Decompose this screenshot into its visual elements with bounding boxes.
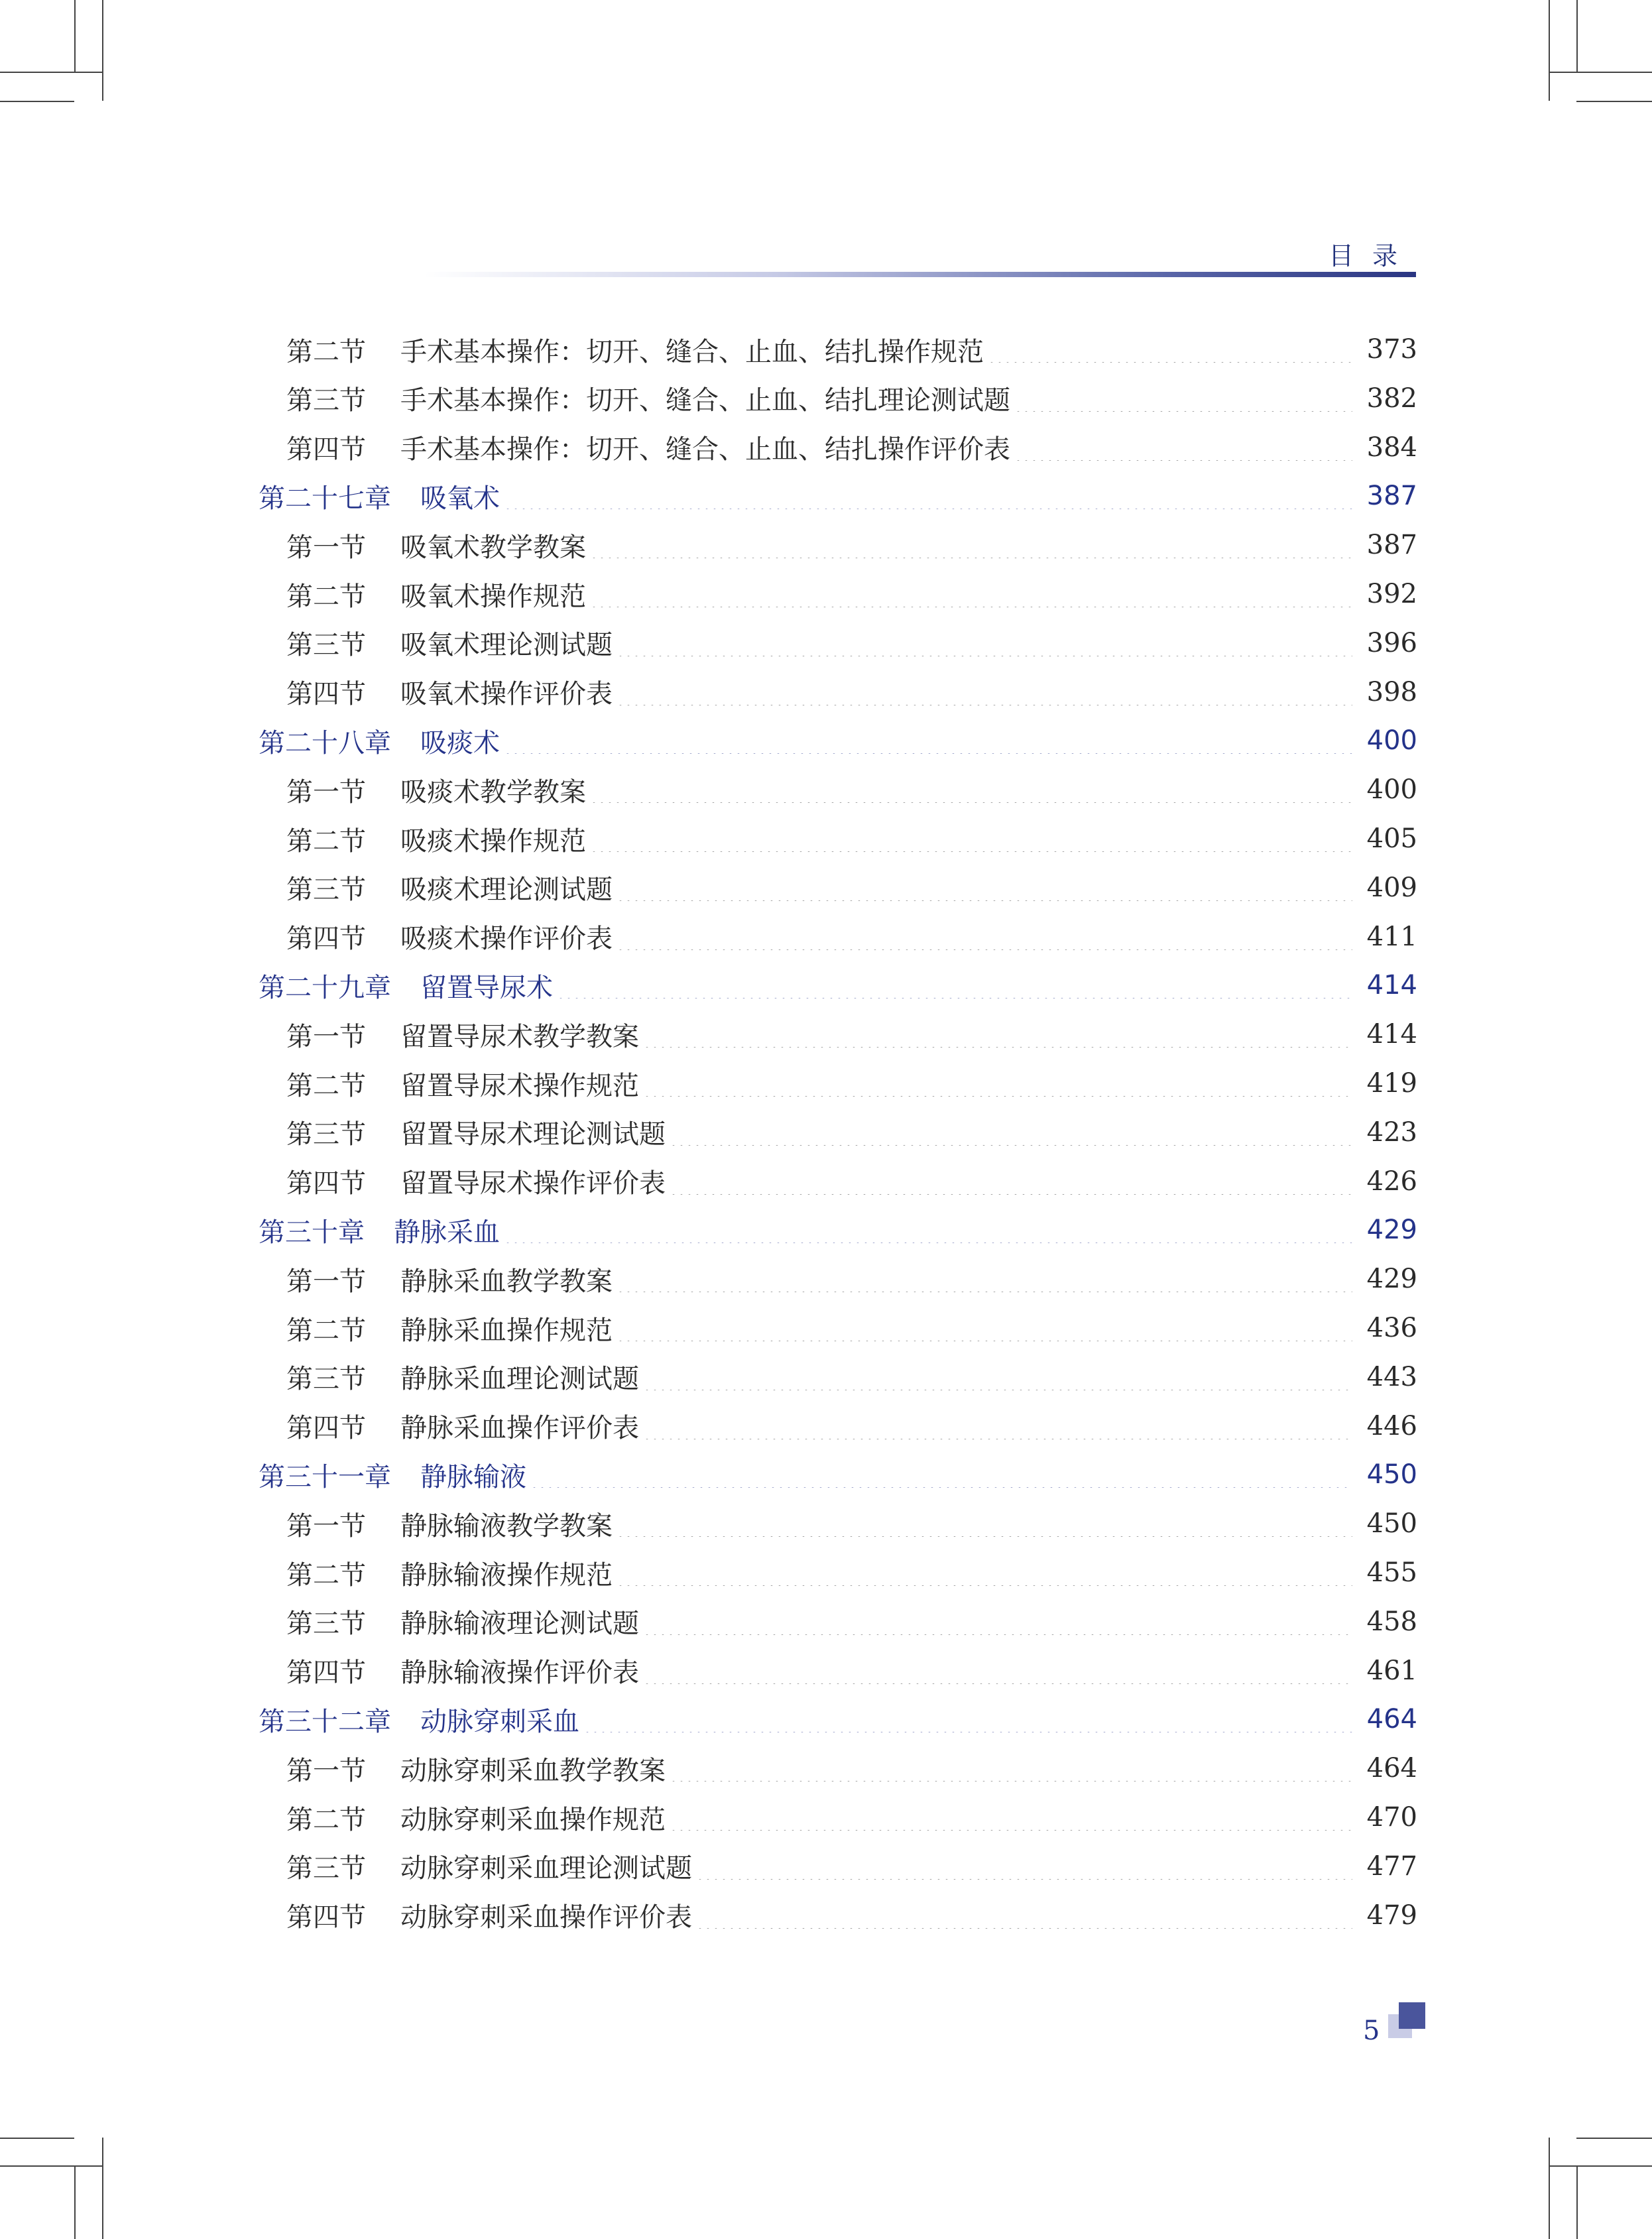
toc-section-row[interactable] xyxy=(286,765,1417,814)
toc-chapter-row[interactable] xyxy=(259,961,1417,1010)
toc-entry-number: 第三十二章 xyxy=(259,1706,391,1737)
toc-entry-title: 留置导尿术操作规范 xyxy=(400,1070,639,1101)
toc-entry-title: 吸痰术 xyxy=(420,727,500,758)
toc-entry-number: 第二节 xyxy=(286,1315,366,1346)
dot-leader xyxy=(696,1902,1352,1929)
dot-leader xyxy=(617,630,1352,656)
toc-section-row[interactable] xyxy=(286,1793,1417,1842)
toc-section-row[interactable] xyxy=(286,1010,1417,1059)
crop-mark xyxy=(1576,0,1578,73)
toc-section-row[interactable] xyxy=(286,1402,1417,1451)
crop-mark xyxy=(0,72,102,73)
dot-leader xyxy=(670,1119,1352,1146)
toc-section-row[interactable] xyxy=(286,1842,1417,1891)
dot-leader xyxy=(643,1021,1352,1048)
dot-leader xyxy=(617,1559,1352,1586)
toc-entry-page: 461 xyxy=(1366,1655,1417,1686)
toc-entry-number: 第二十八章 xyxy=(259,727,391,758)
page-corner-decoration xyxy=(1399,2002,1425,2029)
toc-section-row[interactable] xyxy=(286,1499,1417,1548)
toc-entry-number: 第一节 xyxy=(286,1266,366,1297)
dot-leader xyxy=(583,1706,1352,1732)
toc-section-row[interactable] xyxy=(286,814,1417,863)
toc-entry-page: 414 xyxy=(1366,970,1417,1001)
crop-mark xyxy=(1576,101,1652,102)
toc-entry-page: 470 xyxy=(1366,1802,1417,1833)
toc-entry-title: 吸氧术教学教案 xyxy=(400,532,586,563)
toc-entry-number: 第二节 xyxy=(286,1559,366,1591)
toc-entry-title: 吸痰术理论测试题 xyxy=(400,875,613,906)
toc-section-row[interactable] xyxy=(286,374,1417,423)
toc-entry-number: 第一节 xyxy=(286,1755,366,1786)
toc-entry-number: 第三十章 xyxy=(259,1217,365,1248)
toc-entry-title: 静脉采血操作规范 xyxy=(400,1315,613,1346)
dot-leader xyxy=(557,972,1352,998)
toc-entry-page: 409 xyxy=(1366,872,1417,903)
crop-mark xyxy=(0,101,74,102)
toc-section-row[interactable] xyxy=(286,619,1417,668)
toc-entry-page: 436 xyxy=(1366,1313,1417,1343)
dot-leader xyxy=(590,776,1352,803)
toc-section-row[interactable] xyxy=(286,1108,1417,1157)
toc-entry-number: 第三节 xyxy=(286,875,366,906)
toc-section-row[interactable] xyxy=(286,1646,1417,1695)
crop-mark xyxy=(102,2138,103,2239)
toc-entry-number: 第二十七章 xyxy=(259,483,391,514)
dot-leader xyxy=(504,483,1352,509)
toc-entry-page: 414 xyxy=(1366,1019,1417,1050)
crop-mark xyxy=(1576,2165,1578,2239)
toc-entry-page: 387 xyxy=(1366,481,1417,512)
toc-entry-page: 400 xyxy=(1366,725,1417,756)
toc-entry-page: 450 xyxy=(1366,1508,1417,1540)
toc-entry-page: 392 xyxy=(1366,579,1417,609)
crop-mark xyxy=(102,0,103,101)
dot-leader xyxy=(617,1266,1352,1292)
toc-entry-number: 第四节 xyxy=(286,924,366,955)
toc-entry-title: 静脉采血 xyxy=(394,1217,500,1248)
dot-leader xyxy=(617,1315,1352,1341)
toc-entry-number: 第三节 xyxy=(286,1608,366,1640)
crop-mark xyxy=(74,0,76,73)
toc-entry-number: 第二节 xyxy=(286,1804,366,1835)
toc-entry-number: 第四节 xyxy=(286,679,366,710)
dot-leader xyxy=(617,924,1352,950)
crop-mark xyxy=(1576,2138,1652,2139)
dot-leader xyxy=(530,1461,1352,1488)
toc-entry-page: 400 xyxy=(1366,774,1417,806)
dot-leader xyxy=(670,1755,1352,1782)
dot-leader xyxy=(617,679,1352,705)
dot-leader xyxy=(590,581,1352,607)
toc-entry-page: 426 xyxy=(1366,1166,1417,1197)
toc-entry-number: 第二节 xyxy=(286,581,366,612)
toc-entry-number: 第四节 xyxy=(286,1168,366,1199)
toc-entry-page: 387 xyxy=(1366,530,1417,561)
dot-leader xyxy=(643,1658,1352,1684)
toc-section-row[interactable] xyxy=(286,1254,1417,1303)
running-header: 目录 xyxy=(1328,241,1416,271)
toc-chapter-row[interactable] xyxy=(259,471,1417,520)
toc-entry-number: 第一节 xyxy=(286,1510,366,1542)
toc-entry-title: 留置导尿术 xyxy=(420,972,553,1003)
toc-entry-title: 静脉输液教学教案 xyxy=(400,1510,613,1542)
toc-entry-title: 静脉采血理论测试题 xyxy=(400,1364,639,1395)
toc-entry-number: 第一节 xyxy=(286,776,366,808)
toc-entry-page: 429 xyxy=(1366,1215,1417,1246)
dot-leader xyxy=(504,727,1352,754)
toc-entry-number: 第二十九章 xyxy=(259,972,391,1003)
toc-entry-page: 464 xyxy=(1366,1704,1417,1735)
crop-mark xyxy=(0,2165,102,2167)
toc-entry-number: 第三节 xyxy=(286,385,366,416)
toc-entry-title: 手术基本操作：切开、缝合、止血、结扎操作评价表 xyxy=(400,434,1010,465)
toc-entry-number: 第四节 xyxy=(286,1658,366,1689)
toc-entry-page: 382 xyxy=(1366,383,1417,414)
toc-entry-number: 第三节 xyxy=(286,630,366,661)
toc-entry-title: 吸氧术操作评价表 xyxy=(400,679,613,710)
toc-section-row[interactable] xyxy=(286,1157,1417,1206)
toc-section-row[interactable] xyxy=(286,570,1417,619)
toc-entry-number: 第三节 xyxy=(286,1119,366,1150)
dot-leader xyxy=(504,1217,1352,1243)
toc-section-row[interactable] xyxy=(286,325,1417,374)
dot-leader xyxy=(617,1510,1352,1537)
toc-entry-page: 405 xyxy=(1366,823,1417,854)
toc-entry-title: 动脉穿刺采血教学教案 xyxy=(400,1755,666,1786)
toc-chapter-row[interactable] xyxy=(259,716,1417,765)
toc-section-row[interactable] xyxy=(286,668,1417,717)
toc-entry-title: 吸痰术操作评价表 xyxy=(400,924,613,955)
dot-leader xyxy=(617,875,1352,901)
toc-entry-title: 动脉穿刺采血操作规范 xyxy=(400,1804,666,1835)
toc-entry-page: 411 xyxy=(1366,921,1417,952)
toc-entry-number: 第三节 xyxy=(286,1364,366,1395)
toc-entry-page: 450 xyxy=(1366,1459,1417,1490)
crop-mark xyxy=(0,2138,74,2139)
dot-leader xyxy=(643,1608,1352,1635)
toc-entry-title: 手术基本操作：切开、缝合、止血、结扎操作规范 xyxy=(400,336,984,367)
toc-entry-title: 留置导尿术教学教案 xyxy=(400,1021,639,1052)
toc-entry-page: 477 xyxy=(1366,1850,1417,1882)
toc-entry-number: 第一节 xyxy=(286,1021,366,1052)
toc-entry-page: 398 xyxy=(1366,676,1417,707)
dot-leader xyxy=(1014,434,1352,461)
header-rule xyxy=(424,272,1416,277)
toc-section-row[interactable] xyxy=(286,1353,1417,1402)
toc-entry-title: 留置导尿术理论测试题 xyxy=(400,1119,666,1150)
toc-section-row[interactable] xyxy=(286,1303,1417,1353)
toc-section-row[interactable] xyxy=(286,520,1417,570)
toc-entry-page: 458 xyxy=(1366,1606,1417,1637)
toc-entry-title: 静脉输液操作评价表 xyxy=(400,1658,639,1689)
toc-section-row[interactable] xyxy=(286,1891,1417,1940)
toc-entry-number: 第二节 xyxy=(286,336,366,367)
dot-leader xyxy=(670,1804,1352,1831)
crop-mark xyxy=(1549,2138,1550,2239)
toc-entry-number: 第二节 xyxy=(286,1070,366,1101)
toc-entry-number: 第三节 xyxy=(286,1853,366,1884)
dot-leader xyxy=(696,1853,1352,1880)
toc-entry-page: 429 xyxy=(1366,1264,1417,1295)
toc-entry-title: 动脉穿刺采血操作评价表 xyxy=(400,1902,692,1933)
dot-leader xyxy=(643,1070,1352,1097)
crop-mark xyxy=(74,2165,76,2239)
toc-entry-title: 留置导尿术操作评价表 xyxy=(400,1168,666,1199)
toc-entry-title: 静脉输液理论测试题 xyxy=(400,1608,639,1640)
toc-entry-number: 第二节 xyxy=(286,825,366,857)
toc-entry-title: 动脉穿刺采血理论测试题 xyxy=(400,1853,692,1884)
page-number: 5 xyxy=(1363,2016,1380,2046)
toc-entry-number: 第三十一章 xyxy=(259,1461,391,1492)
toc-entry-number: 第四节 xyxy=(286,1902,366,1933)
toc-entry-page: 479 xyxy=(1366,1900,1417,1931)
toc-entry-page: 443 xyxy=(1366,1361,1417,1392)
crop-mark xyxy=(1549,0,1550,101)
toc-section-row[interactable] xyxy=(286,1744,1417,1793)
dot-leader xyxy=(590,825,1352,852)
toc-entry-title: 吸氧术理论测试题 xyxy=(400,630,613,661)
toc-section-row[interactable] xyxy=(286,1548,1417,1597)
toc-section-row[interactable] xyxy=(286,1597,1417,1646)
toc-entry-title: 静脉输液 xyxy=(420,1461,526,1492)
toc-entry-page: 373 xyxy=(1366,334,1417,365)
toc-entry-page: 384 xyxy=(1366,432,1417,463)
toc-section-row[interactable] xyxy=(286,863,1417,912)
toc-entry-title: 吸氧术 xyxy=(420,483,500,514)
toc-entry-title: 吸氧术操作规范 xyxy=(400,581,586,612)
toc-entry-number: 第一节 xyxy=(286,532,366,563)
toc-entry-title: 静脉采血操作评价表 xyxy=(400,1413,639,1444)
toc-section-row[interactable] xyxy=(286,912,1417,961)
toc-entry-title: 静脉采血教学教案 xyxy=(400,1266,613,1297)
toc-entry-page: 464 xyxy=(1366,1753,1417,1784)
toc-entry-number: 第四节 xyxy=(286,434,366,465)
toc-chapter-row[interactable] xyxy=(259,1450,1417,1499)
toc-section-row[interactable] xyxy=(286,423,1417,472)
dot-leader xyxy=(590,532,1352,558)
toc-entry-page: 455 xyxy=(1366,1557,1417,1588)
dot-leader xyxy=(670,1168,1352,1195)
toc-entry-page: 423 xyxy=(1366,1117,1417,1148)
toc-entry-title: 动脉穿刺采血 xyxy=(420,1706,579,1737)
toc-chapter-row[interactable] xyxy=(259,1695,1417,1744)
toc-entry-number: 第四节 xyxy=(286,1413,366,1444)
dot-leader xyxy=(643,1413,1352,1439)
toc-entry-page: 419 xyxy=(1366,1068,1417,1099)
dot-leader xyxy=(988,336,1352,363)
toc-entry-title: 静脉输液操作规范 xyxy=(400,1559,613,1591)
toc-section-row[interactable] xyxy=(286,1059,1417,1108)
toc-entry-title: 吸痰术教学教案 xyxy=(400,776,586,808)
toc-entry-page: 396 xyxy=(1366,627,1417,658)
toc-chapter-row[interactable] xyxy=(259,1205,1417,1254)
dot-leader xyxy=(1014,385,1352,412)
dot-leader xyxy=(643,1364,1352,1390)
toc-entry-title: 手术基本操作：切开、缝合、止血、结扎理论测试题 xyxy=(400,385,1010,416)
toc-entry-page: 446 xyxy=(1366,1410,1417,1441)
crop-mark xyxy=(1549,2165,1652,2167)
toc-entry-title: 吸痰术操作规范 xyxy=(400,825,586,857)
crop-mark xyxy=(1549,72,1652,73)
